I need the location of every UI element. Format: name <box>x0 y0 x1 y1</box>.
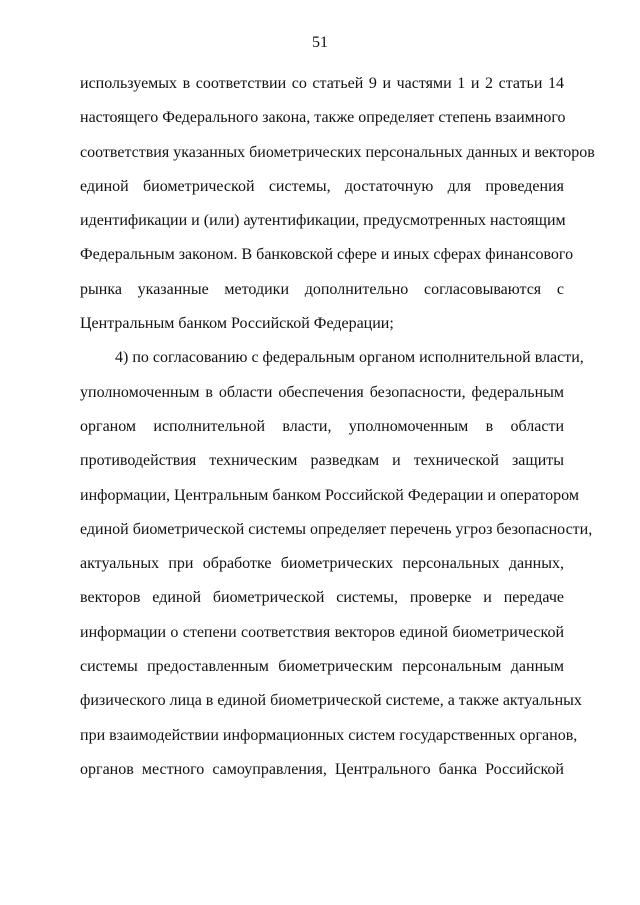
text-line: органом исполнительной власти, уполномоченным в области <box>80 417 564 435</box>
paragraph-last-line: Центральным банком Российской Федерации; <box>80 315 394 333</box>
text-line: используемых в соответствии со статьей 9 и частями 1 и 2 статьи 14 <box>80 75 564 92</box>
text-line: при взаимодействии информационных систем государственных органов, <box>80 726 578 744</box>
text-line: информации, Центральным банком Российской Федерации и оператором <box>80 486 579 504</box>
text-line: идентификации и (или) аутентификации, предусмотренных настоящим <box>80 212 566 230</box>
document-body <box>80 71 595 791</box>
text-line: актуальных при обработке биометрических персональных данных, <box>80 555 564 573</box>
text-line: единой биометрической системы определяет перечень угроз безопасности, <box>80 520 593 538</box>
text-line: единой биометрической системы, достаточную для проведения <box>80 177 564 195</box>
text-line: противодействия техническим разведкам и технической защиты <box>80 452 564 470</box>
text-line: векторов единой биометрической системы, проверке и передаче <box>80 589 564 607</box>
text-line: системы предоставленным биометрическим персональным данным <box>80 658 564 676</box>
text-line: Федеральным законом. В банковской сфере и иных сферах финансового <box>80 246 574 264</box>
text-line: физического лица в единой биометрической системе, а также актуальных <box>80 692 582 710</box>
text-line: соответствия указанных биометрических персональных данных и векторов <box>80 143 595 161</box>
text-line: настоящего Федерального закона, также определяет степень взаимного <box>80 109 566 127</box>
text-line: уполномоченным в области обеспечения безопасности, федеральным <box>80 383 564 401</box>
paragraph-first-line: 4) по согласованию с федеральным органом исполнительной власти, <box>115 349 584 367</box>
text-line: информации о степени соответствия векторов единой биометрической <box>80 623 564 641</box>
text-line: рынка указанные методики дополнительно согласовываются с <box>80 280 564 298</box>
text-line: органов местного самоуправления, Центрального банка Российской <box>80 760 564 778</box>
page-number: 51 <box>312 34 328 51</box>
